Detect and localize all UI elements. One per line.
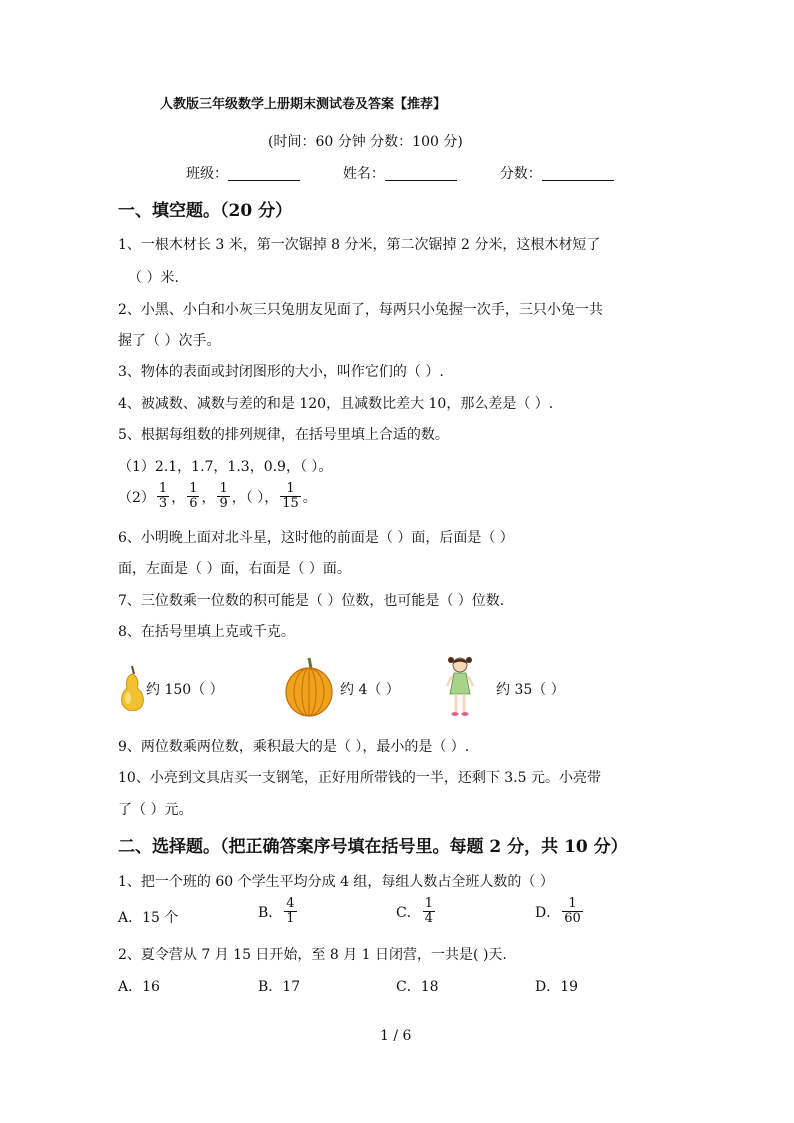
question-10-line-1: 10、小亮到文具店买一支钢笔，正好用所带钱的一半，还剩下 3.5 元。小亮带 bbox=[118, 770, 601, 786]
question-7: 7、三位数乘一位数的积可能是（ ）位数，也可能是（ ）位数. bbox=[118, 593, 505, 609]
q8-item-pear: 约 150（ ） bbox=[146, 682, 224, 698]
fraction: $\frac{1}{9}$ bbox=[219, 481, 228, 511]
q8-item-girl: 约 35（ ） bbox=[496, 682, 565, 698]
choice-1-option-d[interactable]: D． $\frac{1}{60}$ bbox=[535, 896, 581, 926]
page-number: 1 / 6 bbox=[380, 1028, 412, 1044]
fraction: $\frac{1}{60}$ bbox=[564, 896, 581, 926]
student-info-fields bbox=[186, 163, 614, 183]
choice-1-option-a[interactable]: A．15 个 bbox=[118, 910, 179, 926]
document-title: 人教版三年级数学上册期末测试卷及答案【推荐】 bbox=[160, 97, 447, 112]
question-8: 8、在括号里填上克或千克。 bbox=[118, 624, 295, 640]
question-6-line-1: 6、小明晚上面对北斗星，这时他的前面是（ ）面，后面是（ ） bbox=[118, 530, 514, 546]
time-score-line: (时间：60 分钟 分数：100 分) bbox=[268, 134, 463, 150]
name-blank[interactable] bbox=[385, 166, 457, 181]
question-1-line-1: 1、一根木材长 3 米，第一次锯掉 8 分米，第二次锯掉 2 分米，这根木材短了 bbox=[118, 237, 601, 253]
question-9: 9、两位数乘两位数，乘积最大的是（ ），最小的是（ ）. bbox=[118, 739, 470, 755]
choice-question-2: 2、夏令营从 7 月 15 日开始，至 8 月 1 日闭营，一共是( )天. bbox=[118, 947, 507, 963]
choice-question-1: 1、把一个班的 60 个学生平均分成 4 组，每组人数占全班人数的（ ） bbox=[118, 874, 554, 890]
question-5-part-2: （2） $\frac{1}{3}$ ， $\frac{1}{6}$ ， $\frac{1}{9}$ ，（ ）， $\frac{1}{15}$ 。 bbox=[118, 481, 317, 511]
name-label: 姓名： bbox=[342, 166, 385, 182]
score-label: 分数： bbox=[499, 166, 542, 182]
choice-1-option-b[interactable]: B． $\frac{4}{1}$ bbox=[258, 896, 295, 926]
question-6-line-2: 面，左面是（ ）面，右面是（ ）面。 bbox=[118, 561, 351, 577]
q8-item-pumpkin: 约 4（ ） bbox=[340, 682, 400, 698]
choice-2-option-d[interactable]: D．19 bbox=[535, 979, 579, 995]
choice-2-option-a[interactable]: A．16 bbox=[118, 979, 160, 995]
class-label: 班级： bbox=[186, 166, 228, 182]
question-2-line-1: 2、小黑、小白和小灰三只兔朋友见面了，每两只小兔握一次手，三只小兔一共 bbox=[118, 302, 603, 318]
question-2-line-2: 握了（ ）次手。 bbox=[118, 333, 221, 349]
q5-2-blank: ，（ ）， bbox=[231, 489, 279, 506]
class-blank[interactable] bbox=[228, 166, 300, 181]
fraction: $\frac{1}{4}$ bbox=[424, 896, 433, 926]
section-1-heading: 一、填空题。（20 分） bbox=[118, 201, 293, 221]
q5-2-prefix: （2） bbox=[118, 489, 155, 506]
fraction: $\frac{1}{6}$ bbox=[189, 481, 198, 511]
girl-icon bbox=[446, 654, 474, 718]
question-1-line-2: （ ）米. bbox=[128, 270, 179, 286]
choice-1-option-c[interactable]: C． $\frac{1}{4}$ bbox=[396, 896, 433, 926]
question-5-part-1: （1）2.1，1.7，1.3，0.9，（ ）。 bbox=[118, 459, 333, 475]
fraction: $\frac{4}{1}$ bbox=[286, 896, 295, 926]
question-5: 5、根据每组数的排列规律，在括号里填上合适的数。 bbox=[118, 427, 449, 443]
pear-icon bbox=[118, 662, 146, 712]
choice-2-option-b[interactable]: B．17 bbox=[258, 979, 301, 995]
fraction: $\frac{1}{15}$ bbox=[282, 481, 299, 511]
question-3: 3、物体的表面或封闭图形的大小，叫作它们的（ ）. bbox=[118, 364, 444, 380]
pumpkin-icon bbox=[284, 654, 334, 718]
section-2-heading: 二、选择题。（把正确答案序号填在括号里。每题 2 分，共 10 分） bbox=[118, 837, 628, 857]
fraction: $\frac{1}{3}$ bbox=[158, 481, 168, 511]
score-blank[interactable] bbox=[542, 166, 614, 181]
question-4: 4、被减数、减数与差的和是 120，且减数比差大 10，那么差是（ ）. bbox=[118, 396, 554, 412]
question-10-line-2: 了（ ）元。 bbox=[118, 802, 193, 818]
choice-2-option-c[interactable]: C．18 bbox=[396, 979, 439, 995]
